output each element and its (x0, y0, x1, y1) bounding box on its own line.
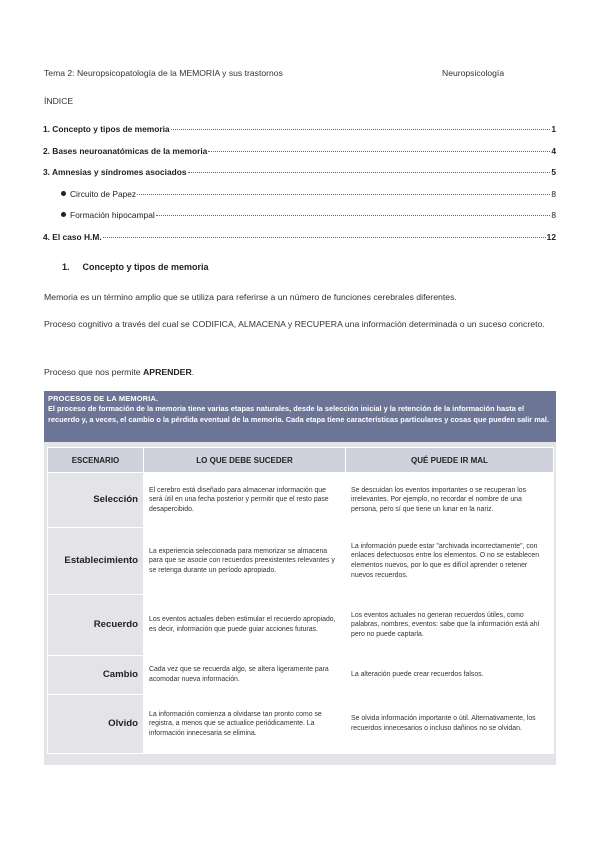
should-cell: La experiencia seleccionada para memorizar se almacena para que se asocie con recuerdos preexistentes relevantes y se retenga durante un período apropiado. (144, 528, 346, 595)
wrong-cell: La alteración puede crear recuerdos falsos. (346, 656, 554, 695)
should-cell: El cerebro está diseñado para almacenar información que será útil en una fecha posterior y permitir que el resto pase desapercibido. (144, 473, 346, 528)
toc-leader (188, 172, 551, 173)
toc-leader (137, 194, 550, 195)
toc-label: 2. Bases neuroanatómicas de la memoria (43, 145, 208, 156)
paragraph-process: Proceso cognitivo a través del cual se CODIFICA, ALMACENA y RECUPERA una información determinada o un suceso concreto. (44, 319, 545, 329)
page-header (44, 68, 556, 78)
stage-cell: Recuerdo (48, 595, 144, 656)
toc-page: 8 (551, 188, 556, 199)
box-title: PROCESOS DE LA MEMORIA. (48, 394, 159, 403)
toc-entry[interactable] (43, 232, 556, 254)
section-number: 1. (62, 262, 70, 272)
toc-label: Formación hipocampal (70, 210, 155, 221)
bullet-icon (61, 212, 66, 217)
table-header-row (48, 448, 554, 473)
stage-cell: Cambio (48, 656, 144, 695)
toc-page: 5 (551, 167, 556, 178)
toc-entry[interactable] (43, 124, 556, 146)
toc-label: 3. Amnesias y síndromes asociados (43, 167, 187, 178)
table-row (48, 528, 554, 595)
section-heading (62, 262, 209, 272)
wrong-cell: Los eventos actuales no generan recuerdos útiles, como palabras, nombres, eventos: sabe que la información está ahí pero no puede captarla. (346, 595, 554, 656)
stage-cell: Establecimiento (48, 528, 144, 595)
paragraph-definition: Memoria es un término amplio que se utiliza para referirse a un número de funciones cerebrales diferentes. (44, 292, 457, 302)
toc-label: Circuito de Papez (70, 188, 137, 199)
stage-cell: Olvido (48, 695, 144, 754)
column-header: ESCENARIO (48, 448, 144, 473)
box-header (44, 391, 556, 442)
should-cell: La información comienza a olvidarse tan pronto como se registra, a menos que se actualice periódicamente. La información innecesaria se elimina. (144, 695, 346, 754)
course-name: Neuropsicología (442, 68, 505, 78)
toc-leader (208, 151, 550, 152)
toc-entry[interactable] (43, 167, 556, 189)
toc-page: 4 (551, 145, 556, 156)
paragraph-learn-bold: APRENDER (143, 367, 192, 377)
toc-page: 1 (551, 124, 556, 134)
toc-subentry[interactable] (43, 210, 556, 232)
should-cell: Cada vez que se recuerda algo, se altera ligeramente para acomodar nueva información. (144, 656, 346, 695)
toc-subentry[interactable] (43, 189, 556, 211)
toc-page: 8 (551, 210, 556, 221)
memory-processes-box (44, 391, 556, 765)
paragraph-learn-suffix: . (191, 367, 195, 377)
toc-label: 4. El caso H.M. (43, 231, 102, 242)
paragraph-learn (44, 362, 556, 383)
toc-entry[interactable] (43, 146, 556, 168)
toc-leader (171, 129, 551, 130)
wrong-cell: La información puede estar "archivada incorrectamente", con enlaces defectuosos entre los elementos. O no se establecen elementos nuevos, por lo que es difícil aprender o retener nuevos recuerdos. (346, 528, 554, 595)
bullet-icon (61, 191, 66, 196)
paragraph-learn-prefix: Proceso que nos permite (44, 367, 143, 377)
stage-cell: Selección (48, 473, 144, 528)
table-row (48, 656, 554, 695)
topic-title: Tema 2: Neuropsicopatología de la MEMORIA y sus trastornos (44, 68, 283, 78)
toc-page: 12 (546, 231, 556, 242)
toc-leader (156, 215, 551, 216)
memory-processes-table (47, 447, 554, 754)
column-header: QUÉ PUEDE IR MAL (346, 448, 554, 473)
toc-label: 1. Concepto y tipos de memoria (43, 124, 170, 134)
wrong-cell: Se olvida información importante o útil. Alternativamente, los recuerdos innecesarios o incluso dañinos no se olvidan. (346, 695, 554, 754)
box-description: El proceso de formación de la memoria tiene varias etapas naturales, desde la selección inicial y la retención de la información hasta el recuerdo y, a veces, el cambio o la pérdida eventual de la memoria. Cada etapa tiene características particulares y cosas que pueden salir mal. (48, 404, 550, 424)
table-row (48, 695, 554, 754)
toc-leader (103, 237, 546, 238)
index-title: ÍNDICE (44, 96, 74, 106)
should-cell: Los eventos actuales deben estimular el recuerdo apropiado, es decir, información que puede guiar acciones futuras. (144, 595, 346, 656)
wrong-cell: Se descuidan los eventos importantes o se recuperan los irrelevantes. Por ejemplo, no recordar el nombre de una persona, pero sí que tiene un lunar en la nariz. (346, 473, 554, 528)
table-row (48, 473, 554, 528)
column-header: LO QUE DEBE SUCEDER (144, 448, 346, 473)
table-row (48, 595, 554, 656)
table-of-contents (43, 124, 556, 254)
section-title-text: Concepto y tipos de memoria (82, 262, 209, 272)
